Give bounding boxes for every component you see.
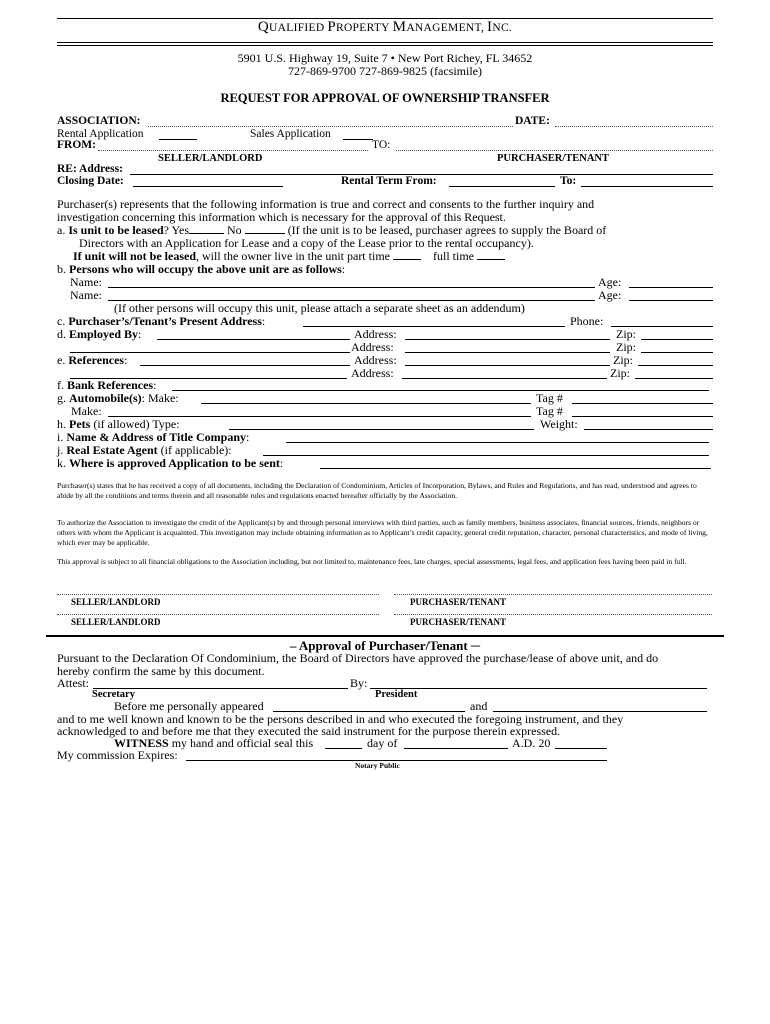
approval-text-1: Pursuant to the Declaration Of Condominium, the Board of Directors have approved the purchase/lease of above unit, and do [57, 651, 659, 665]
part-time-field[interactable] [393, 259, 421, 260]
title-company-field[interactable] [286, 442, 709, 443]
employer-2-zip-label: Zip: [616, 340, 636, 354]
commission-label: My commission Expires: [57, 748, 178, 762]
company-phones: 727-869-9700 727-869-9825 (facsimile) [288, 64, 482, 78]
employer-2-address-label: Address: [351, 340, 394, 354]
fine-print-documents: Purchaser(s) states that he has received a copy of all documents, including the Declaration of Condominium, Articles of Incorporation, Bylaws, and Rules and Regulations, and has read, understood and agrees to abide by all the conditions and terms therein and all reasonable rules and regulations enacted hereafter officially by the Association. [57, 481, 697, 500]
notary-public-caption: Notary Public [355, 761, 400, 770]
purchaser-tenant-caption: PURCHASER/TENANT [497, 153, 610, 164]
to-label: TO: [372, 139, 391, 151]
application-send-to-field[interactable] [320, 468, 711, 469]
sales-application-field[interactable] [343, 139, 373, 140]
company-name: QUALIFIED PROPERTY MANAGEMENT, INC. [257, 19, 513, 35]
header-rule-top [57, 18, 713, 19]
employer-1-field[interactable] [157, 339, 350, 340]
automobile-1-make-field[interactable] [201, 403, 531, 404]
from-label: FROM: [57, 139, 96, 151]
phone-label: Phone: [570, 314, 604, 328]
pet-weight-field[interactable] [584, 429, 713, 430]
header-rule-mid2 [57, 45, 713, 46]
witness-month-field[interactable] [404, 748, 508, 749]
occupant-1-age-field[interactable] [629, 287, 713, 288]
employer-2-zip-field[interactable] [641, 352, 713, 353]
purchaser-signature-2-caption: PURCHASER/TENANT [410, 617, 507, 627]
closing-date-label: Closing Date: [57, 175, 124, 187]
leased-no-field[interactable] [245, 233, 285, 234]
seller-signature-2-caption: SELLER/LANDLORD [71, 617, 161, 627]
rental-term-to-label: To: [560, 175, 577, 187]
employer-2-address-field[interactable] [405, 352, 610, 353]
witness-day-field[interactable] [325, 748, 362, 749]
automobile-1-tag-field[interactable] [572, 403, 713, 404]
item-i: i. Name & Address of Title Company: [57, 430, 250, 444]
item-d: d. Employed By: [57, 327, 142, 341]
president-caption: President [375, 689, 418, 700]
reference-1-field[interactable] [140, 365, 350, 366]
reference-1-zip-field[interactable] [638, 365, 713, 366]
occupant-2-age-field[interactable] [629, 300, 713, 301]
seller-landlord-caption: SELLER/LANDLORD [158, 153, 263, 164]
present-address-field[interactable] [303, 326, 565, 327]
automobile-1-tag-label: Tag # [536, 391, 563, 405]
occupant-1-name-field[interactable] [108, 287, 595, 288]
attest-label: Attest: [57, 676, 89, 690]
seller-signature-1-caption: SELLER/LANDLORD [71, 597, 161, 607]
approval-divider [46, 635, 724, 637]
page-title: REQUEST FOR APPROVAL OF OWNERSHIP TRANSFER [220, 91, 550, 105]
occupant-2-name-label: Name: [70, 288, 102, 302]
real-estate-agent-field[interactable] [263, 455, 709, 456]
item-c: c. Purchaser’s/Tenant’s Present Address: [57, 314, 266, 328]
occupant-addendum-note: (If other persons will occupy this unit, please attach a separate sheet as an addendum) [114, 301, 525, 315]
from-field[interactable] [98, 150, 368, 151]
item-g: g. Automobile(s): Make: [57, 391, 179, 405]
reference-1-address-field[interactable] [405, 365, 610, 366]
item-a-note: Directors with an Application for Lease and a copy of the Lease prior to the rental occupancy). [79, 236, 534, 250]
association-field[interactable] [148, 126, 513, 127]
occupant-1-age-label: Age: [598, 275, 622, 289]
rental-term-to-field[interactable] [581, 186, 713, 187]
date-field[interactable] [555, 126, 713, 127]
bank-references-field[interactable] [172, 390, 709, 391]
rental-term-from-label: Rental Term From: [341, 175, 437, 187]
reference-1-address-label: Address: [354, 353, 397, 367]
employer-1-address-label: Address: [354, 327, 397, 341]
item-a: a. Is unit to be leased? Yes No (If the unit is to be leased, purchaser agrees to supply the Board of [57, 223, 607, 237]
approval-text-2: hereby confirm the same by this document. [57, 664, 265, 678]
reference-2-address-field[interactable] [402, 378, 607, 379]
witness-year-field[interactable] [555, 748, 607, 749]
item-a-not-leased: If unit will not be leased, will the owner live in the unit part time full time [73, 250, 505, 263]
and-label: and [470, 699, 488, 713]
purchaser-signature-1-caption: PURCHASER/TENANT [410, 597, 507, 607]
item-h: h. Pets (if allowed) Type: [57, 417, 180, 431]
appeared-label: Before me personally appeared [114, 699, 264, 713]
day-of-label: day of [367, 736, 398, 750]
automobile-2-tag-field[interactable] [572, 416, 713, 417]
fine-print-financial: This approval is subject to all financial obligations to the Association including, but not limited to, maintenance fees, late charges, special assessments, legal fees, and application fees having been paid in full. [57, 557, 687, 566]
full-time-field[interactable] [477, 259, 505, 260]
rental-term-from-field[interactable] [449, 186, 555, 187]
known-text-1: and to me well known and known to be the persons described in and who executed the foregoing instrument, and they [57, 712, 624, 726]
automobile-2-make-label: Make: [71, 404, 102, 418]
closing-date-field[interactable] [133, 186, 283, 187]
approval-heading: – Approval of Purchaser/Tenant ─ [289, 638, 481, 653]
intro-line-2: investigation concerning this information which is necessary for the approval of this Request. [57, 210, 506, 224]
employer-1-zip-field[interactable] [641, 339, 713, 340]
occupant-2-age-label: Age: [598, 288, 622, 302]
re-address-label: RE: Address: [57, 163, 123, 175]
pet-type-field[interactable] [229, 429, 534, 430]
automobile-2-tag-label: Tag # [536, 404, 563, 418]
sales-application-label: Sales Application [250, 128, 331, 140]
purchaser-signature-2-field[interactable] [394, 614, 712, 615]
item-f: f. Bank References: [57, 378, 157, 392]
employer-1-zip-label: Zip: [616, 327, 636, 341]
by-label: By: [350, 676, 368, 690]
company-address: 5901 U.S. Highway 19, Suite 7 • New Port Richey, FL 34652 [237, 51, 533, 65]
reference-1-zip-label: Zip: [613, 353, 633, 367]
rental-application-field[interactable] [159, 139, 197, 140]
employer-1-address-field[interactable] [405, 339, 610, 340]
pet-weight-label: Weight: [540, 417, 578, 431]
by-signature-field[interactable] [370, 688, 707, 689]
reference-2-zip-field[interactable] [635, 378, 713, 379]
seller-signature-2-field[interactable] [57, 614, 379, 615]
header-rule-mid1 [57, 42, 713, 43]
to-field[interactable] [396, 150, 713, 151]
fine-print-credit: To authorize the Association to investigate the credit of the Applicant(s) by and through personal interviews with third parties, such as family members, business associates, financial sources, friends, neighbors or others with whom the Applicant is acquainted. This investigation may include obtaining information as to Applicant’s credit capacity, general credit reputation, character, personal characteristics, and mode of living, which ever may be applicable. [57, 518, 708, 547]
item-j: j. Real Estate Agent (if applicable): [57, 443, 232, 457]
item-b: b. Persons who will occupy the above unit are as follows: [57, 262, 346, 276]
reference-2-address-label: Address: [351, 366, 394, 380]
occupant-1-name-label: Name: [70, 275, 102, 289]
leased-yes-field[interactable] [189, 233, 224, 234]
intro-line-1: Purchaser(s) represents that the following information is true and correct and consents to the further inquiry and [57, 197, 595, 211]
reference-2-zip-label: Zip: [610, 366, 630, 380]
witness-line: WITNESS my hand and official seal this [114, 736, 314, 750]
purchaser-signature-1-field[interactable] [394, 594, 712, 595]
association-label: ASSOCIATION: [57, 115, 141, 127]
ad-label: A.D. 20 [512, 736, 551, 750]
rental-application-label: Rental Application [57, 128, 144, 140]
known-text-2: acknowledged to and before me that they executed the said instrument for the purpose therein expressed. [57, 724, 561, 738]
date-label: DATE: [515, 115, 550, 127]
item-k: k. Where is approved Application to be sent: [57, 456, 284, 470]
item-e: e. References: [57, 353, 128, 367]
secretary-caption: Secretary [92, 689, 135, 700]
seller-signature-1-field[interactable] [57, 594, 379, 595]
